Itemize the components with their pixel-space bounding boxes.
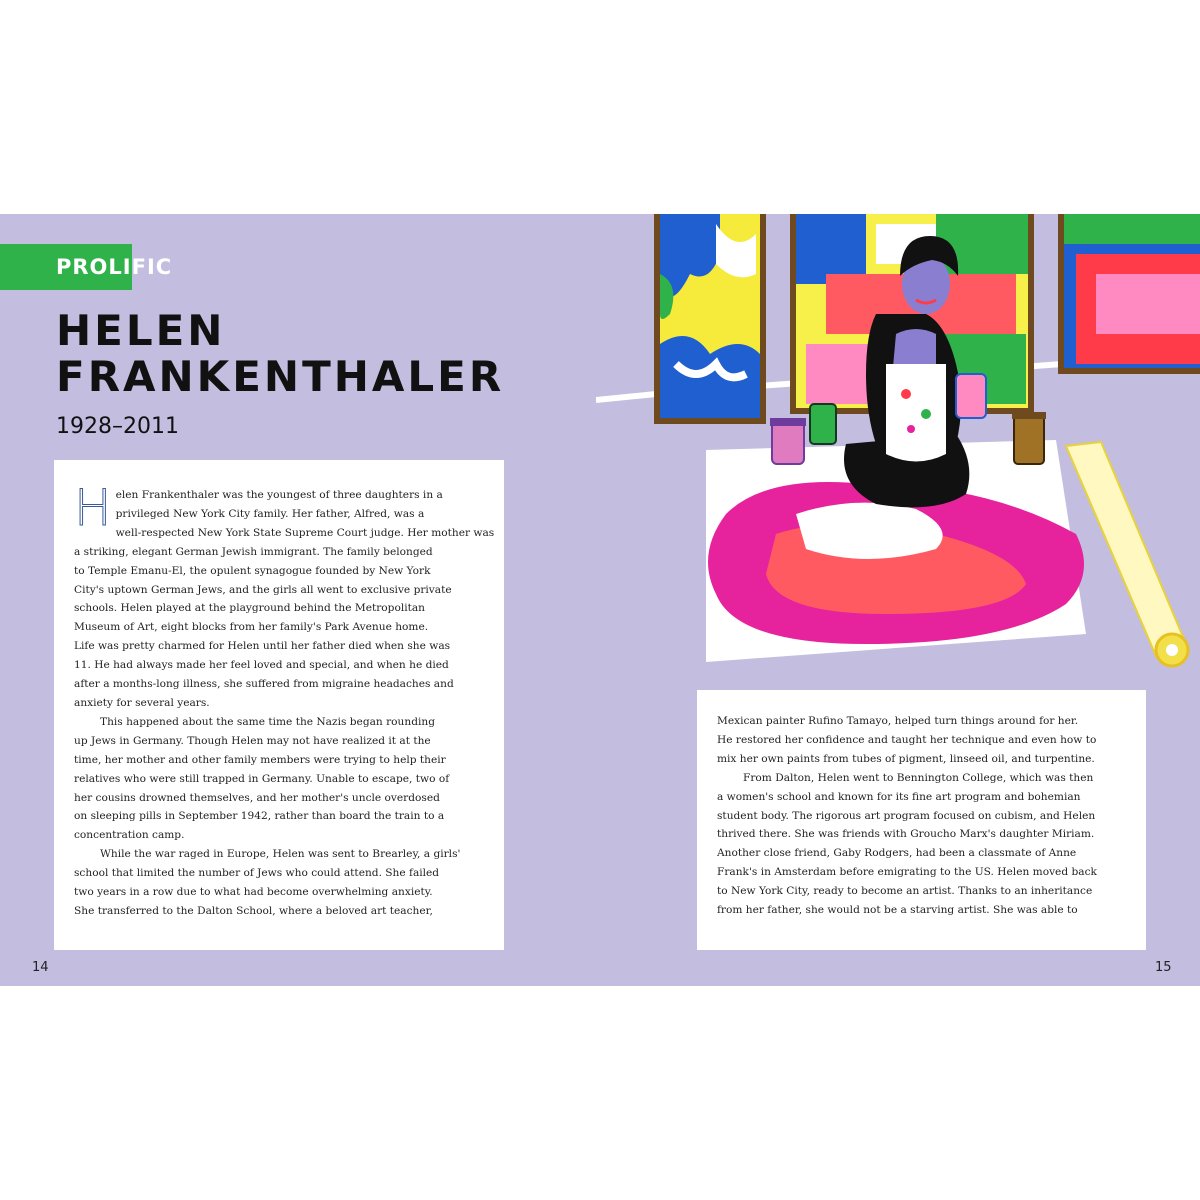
text-line: Another close friend, Gaby Rodgers, had been a classmate of Anne xyxy=(717,847,1077,860)
paint-jar-green xyxy=(810,404,836,444)
text-line: anxiety for several years. xyxy=(74,696,210,709)
artist-illustration xyxy=(596,214,1200,676)
right-text-box xyxy=(697,690,1146,950)
text-line: a striking, elegant German Jewish immigrant. The family belonged xyxy=(74,545,433,558)
life-years: 1928–2011 xyxy=(56,414,179,439)
left-text-box xyxy=(54,460,504,950)
text-line: Museum of Art, eight blocks from her family's Park Avenue home. xyxy=(74,621,429,634)
text-line: thrived there. She was friends with Groucho Marx's daughter Miriam. xyxy=(717,828,1095,841)
page-number-left: 14 xyxy=(32,960,49,975)
paint-jar-brown xyxy=(1012,412,1046,464)
text-line: concentration camp. xyxy=(74,829,185,842)
text-line: after a months-long illness, she suffered from migraine headaches and xyxy=(74,678,454,691)
page-title xyxy=(56,308,616,400)
text-line: from her father, she would not be a starving artist. She was able to xyxy=(717,904,1078,917)
text-line: privileged New York City family. Her father, Alfred, was a xyxy=(115,507,425,520)
text-line: City's uptown German Jews, and the girls all went to exclusive private xyxy=(74,583,452,596)
text-line: Life was pretty charmed for Helen until her father died when she was xyxy=(74,640,451,653)
page-number-right: 15 xyxy=(1155,960,1172,975)
text-line: time, her mother and other family members were trying to help their xyxy=(74,753,446,766)
text-line: student body. The rigorous art program focused on cubism, and Helen xyxy=(717,809,1096,822)
text-line: to New York City, ready to become an artist. Thanks to an inheritance xyxy=(717,885,1093,898)
text-line: While the war raged in Europe, Helen was sent to Brearley, a girls' xyxy=(100,848,461,861)
text-line: schools. Helen played at the playground behind the Metropolitan xyxy=(74,602,425,615)
book-spread xyxy=(0,214,1200,986)
category-label: PROLIFIC xyxy=(0,244,132,290)
text-line: up Jews in Germany. Though Helen may not have realized it at the xyxy=(74,734,431,747)
text-line: a women's school and known for its fine art program and bohemian xyxy=(717,790,1081,803)
text-line: Frank's in Amsterdam before emigrating to the US. Helen moved back xyxy=(717,866,1097,879)
text-line: her cousins drowned themselves, and her mother's uncle overdosed xyxy=(74,791,440,804)
left-canvas xyxy=(654,214,766,424)
text-line: elen Frankenthaler was the youngest of three daughters in a xyxy=(115,489,443,501)
text-line: 11. He had always made her feel loved and special, and when he died xyxy=(74,659,449,672)
paint-jar-pink xyxy=(770,418,806,464)
text-line: This happened about the same time the Nazis began rounding xyxy=(100,715,435,728)
text-line: two years in a row due to what had become overwhelming anxiety. xyxy=(74,886,433,899)
text-line: mix her own paints from tubes of pigment, linseed oil, and turpentine. xyxy=(717,752,1095,765)
text-line: relatives who were still trapped in Germany. Unable to escape, two of xyxy=(74,772,450,785)
text-line: school that limited the number of Jews who could attend. She failed xyxy=(74,867,440,880)
title-line-2: FRANKENTHALER xyxy=(56,352,505,401)
text-line: Mexican painter Rufino Tamayo, helped turn things around for her. xyxy=(717,715,1079,727)
text-line: She transferred to the Dalton School, where a beloved art teacher, xyxy=(74,904,433,917)
text-line: He restored her confidence and taught her technique and even how to xyxy=(717,733,1097,746)
drop-cap: H xyxy=(74,479,112,537)
title-line-1: HELEN xyxy=(56,306,226,355)
right-canvas xyxy=(1058,214,1200,374)
text-line: to Temple Emanu-El, the opulent synagogue founded by New York xyxy=(74,564,431,577)
text-line: well-respected New York State Supreme Court judge. Her mother was xyxy=(115,526,495,539)
text-line: From Dalton, Helen went to Bennington College, which was then xyxy=(743,771,1094,784)
text-line: on sleeping pills in September 1942, rather than board the train to a xyxy=(74,810,445,823)
